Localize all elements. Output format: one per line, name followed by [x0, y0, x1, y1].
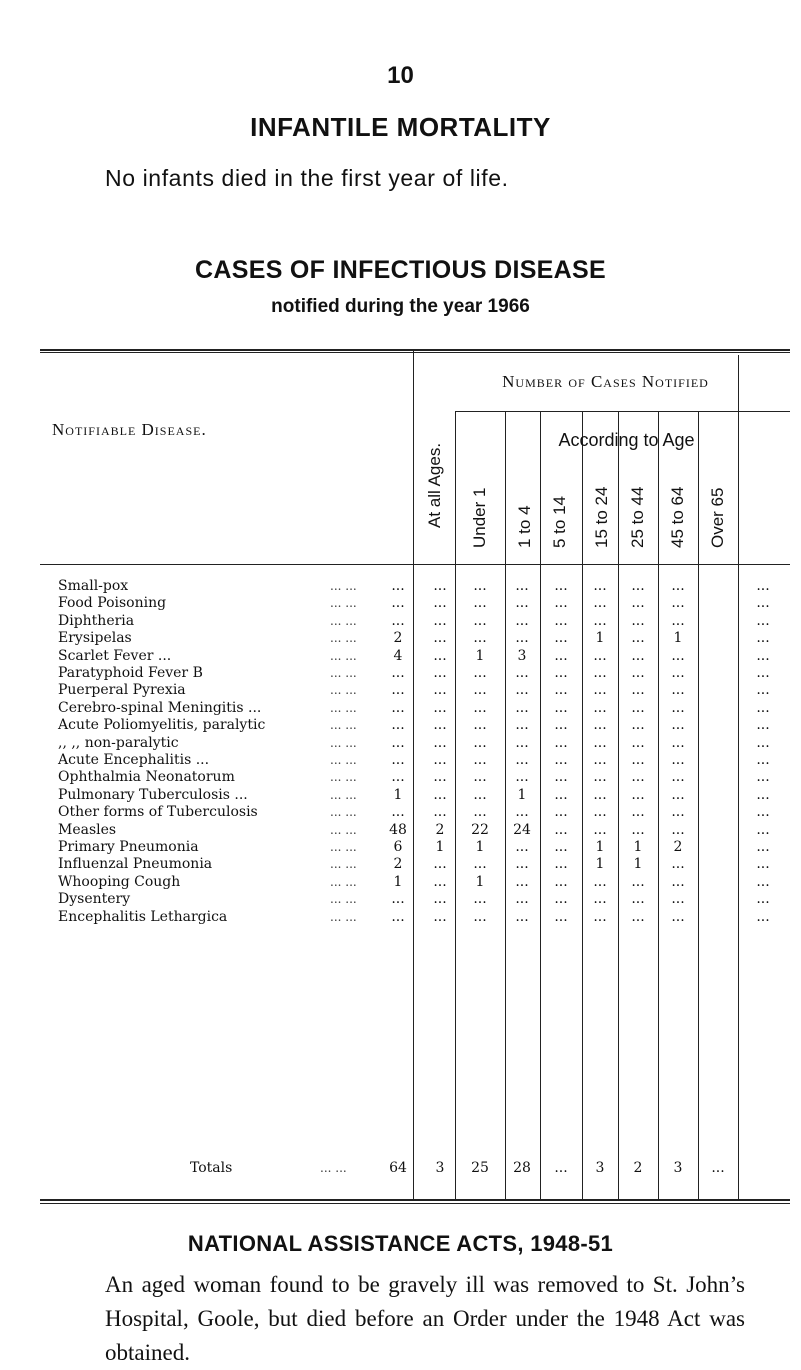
- row-label: Food Poisoning: [58, 595, 167, 612]
- table-cell: 1: [393, 873, 403, 890]
- table-cell: ...: [631, 682, 645, 699]
- trailing-dots: ...: [756, 821, 770, 838]
- table-top-rule: [40, 349, 790, 351]
- row-label: Whooping Cough: [58, 873, 181, 890]
- totals-cell: 3: [673, 1160, 683, 1176]
- table-cell: ...: [473, 734, 487, 751]
- table-cell: ...: [515, 769, 529, 786]
- trailing-dots: ...: [756, 578, 770, 594]
- col-rule: [505, 411, 506, 1201]
- table-cell: ...: [671, 856, 685, 873]
- col-rule: [738, 355, 739, 1201]
- table-cell: ...: [593, 769, 607, 786]
- table-cell: ...: [593, 891, 607, 908]
- table-cell: ...: [593, 717, 607, 734]
- table-cell: ...: [593, 682, 607, 699]
- table-cell: ...: [671, 873, 685, 890]
- table-cell: ...: [671, 891, 685, 908]
- table-cell: ...: [391, 682, 405, 699]
- col-header-age: 5 to 14: [550, 496, 569, 548]
- table-cell: ...: [433, 630, 447, 647]
- table-cell: 2: [393, 630, 403, 647]
- table-cell: ...: [515, 908, 529, 925]
- according-to-age-header: According to Age: [558, 430, 695, 450]
- table-cell: ...: [593, 786, 607, 803]
- leader-dots: ... ...: [330, 805, 357, 820]
- table-cell: 1: [595, 856, 605, 873]
- table-cell: ...: [631, 891, 645, 908]
- table-cell: ...: [631, 804, 645, 821]
- trailing-dots: ...: [756, 665, 770, 681]
- table-cell: ...: [473, 612, 487, 629]
- table-top-rule-2: [40, 352, 790, 353]
- trailing-dots: ...: [756, 717, 770, 734]
- table-cell: 1: [633, 839, 643, 855]
- table-cell: ...: [593, 578, 607, 594]
- col-rule: [413, 351, 414, 1201]
- table-cell: ...: [554, 804, 568, 821]
- leader-dots: ... ...: [330, 666, 357, 680]
- table-cell: ...: [631, 734, 645, 751]
- table-cell: ...: [433, 717, 447, 734]
- table-bottom-rule-2: [40, 1203, 790, 1204]
- table-cell: ...: [473, 804, 487, 821]
- table-cell: ...: [473, 665, 487, 681]
- table-cell: 1: [475, 647, 485, 664]
- totals-cell: ...: [711, 1160, 725, 1176]
- table-cell: ...: [554, 821, 568, 838]
- table-cell: ...: [554, 665, 568, 681]
- table-cell: ...: [433, 891, 447, 908]
- table-cell: 22: [471, 821, 489, 838]
- table-cell: ...: [391, 717, 405, 734]
- table-cell: ...: [554, 717, 568, 734]
- col-rule: [582, 411, 583, 1201]
- trailing-dots: ...: [756, 786, 770, 803]
- table-cell: ...: [593, 595, 607, 612]
- table-cell: ...: [671, 908, 685, 925]
- leader-dots: ... ...: [330, 648, 357, 663]
- table-cell: ...: [473, 908, 487, 925]
- table-cell: 2: [673, 839, 683, 855]
- header-bottom-rule: [40, 564, 790, 565]
- totals-cell: 25: [471, 1160, 489, 1176]
- table-cell: ...: [515, 891, 529, 908]
- row-label: Puerperal Pyrexia: [58, 682, 186, 699]
- table-cell: ...: [433, 578, 447, 594]
- national-assistance-text: An aged woman found to be gravely ill was removed to St. John’s Hospital, Goole, but died before an Order under the 1948 Act was obtained.: [105, 1272, 745, 1365]
- row-label: Paratyphoid Fever B: [58, 665, 203, 681]
- totals-cell: 3: [595, 1160, 605, 1176]
- table-cell: ...: [593, 612, 607, 629]
- row-label: Influenzal Pneumonia: [58, 856, 213, 873]
- table-cell: 1: [475, 873, 485, 890]
- table-cell: 24: [513, 821, 531, 838]
- table-cell: ...: [671, 734, 685, 751]
- table-cell: ...: [515, 734, 529, 751]
- col-header-age: Under 1: [470, 487, 489, 548]
- table-cell: ...: [391, 612, 405, 629]
- table-cell: ...: [515, 752, 529, 768]
- table-cell: ...: [671, 578, 685, 594]
- table-cell: ...: [473, 630, 487, 647]
- leader-dots: ... ...: [330, 822, 357, 837]
- table-cell: ...: [554, 630, 568, 647]
- table-cell: ...: [554, 734, 568, 751]
- table-cell: ...: [593, 752, 607, 768]
- table-cell: ...: [631, 908, 645, 925]
- table-cell: ...: [391, 804, 405, 821]
- table-cell: ...: [515, 804, 529, 821]
- table-cell: ...: [391, 891, 405, 908]
- table-cell: ...: [631, 630, 645, 647]
- leader-dots: ... ...: [330, 735, 357, 750]
- table-cell: ...: [473, 752, 487, 768]
- table-cell: ...: [631, 578, 645, 594]
- table-cell: ...: [515, 612, 529, 629]
- table-cell: ...: [473, 682, 487, 699]
- table-cell: ...: [631, 699, 645, 716]
- trailing-dots: ...: [756, 804, 770, 821]
- leader-dots: ... ...: [330, 700, 357, 715]
- table-cell: ...: [631, 786, 645, 803]
- infant-mortality-title: INFANTILE MORTALITY: [250, 112, 551, 142]
- table-cell: ...: [473, 786, 487, 803]
- table-bottom-rule: [40, 1199, 790, 1201]
- leader-dots: ... ...: [330, 613, 357, 628]
- row-label: Pulmonary Tuberculosis ...: [58, 786, 248, 803]
- table-cell: ...: [391, 734, 405, 751]
- table-cell: 1: [393, 786, 403, 803]
- table-cell: ...: [391, 665, 405, 681]
- row-label: Diphtheria: [58, 612, 135, 629]
- table-cell: ...: [671, 821, 685, 838]
- table-cell: 1: [595, 630, 605, 647]
- trailing-dots: ...: [756, 647, 770, 664]
- table-cell: ...: [515, 699, 529, 716]
- trailing-dots: ...: [756, 699, 770, 716]
- table-cell: ...: [554, 839, 568, 855]
- table-cell: ...: [593, 734, 607, 751]
- table-cell: ...: [671, 769, 685, 786]
- table-cell: ...: [433, 595, 447, 612]
- row-label: Acute Encephalitis ...: [58, 752, 210, 768]
- table-cell: ...: [515, 856, 529, 873]
- table-cell: ...: [473, 699, 487, 716]
- leader-dots: ... ...: [330, 683, 357, 698]
- col-header-age: Over 65: [708, 487, 727, 548]
- trailing-dots: ...: [756, 856, 770, 873]
- col-rule: [698, 411, 699, 1201]
- table-cell: ...: [473, 891, 487, 908]
- col-rule: [540, 411, 541, 1201]
- table-cell: ...: [631, 752, 645, 768]
- table-cell: ...: [391, 699, 405, 716]
- totals-cell: 64: [389, 1160, 407, 1176]
- leader-dots: ... ...: [330, 857, 357, 872]
- totals-cell: 2: [633, 1160, 643, 1176]
- col-header-all-ages: At all Ages.: [425, 442, 444, 528]
- trailing-dots: ...: [756, 839, 770, 855]
- leader-dots: ... ...: [330, 874, 357, 889]
- trailing-dots: ...: [756, 873, 770, 890]
- table-cell: 2: [393, 856, 403, 873]
- row-label: Acute Poliomyelitis, paralytic: [58, 717, 266, 734]
- row-label: Primary Pneumonia: [58, 839, 199, 855]
- trailing-dots: ...: [756, 891, 770, 908]
- table-cell: ...: [631, 717, 645, 734]
- table-cell: ...: [554, 752, 568, 768]
- table-cell: ...: [631, 769, 645, 786]
- table-cell: ...: [554, 786, 568, 803]
- table-cell: ...: [515, 682, 529, 699]
- row-label: Measles: [58, 821, 117, 838]
- table-cell: ...: [554, 908, 568, 925]
- leader-dots: ... ...: [330, 753, 357, 767]
- table-cell: ...: [593, 647, 607, 664]
- trailing-dots: ...: [756, 752, 770, 768]
- table-cell: ...: [554, 769, 568, 786]
- table-cell: ...: [515, 578, 529, 594]
- table-cell: ...: [391, 752, 405, 768]
- table-cell: ...: [473, 769, 487, 786]
- table-cell: ...: [593, 665, 607, 681]
- col-header-age: 45 to 64: [668, 486, 687, 548]
- totals-label: Totals: [190, 1160, 233, 1176]
- table-cell: 1: [595, 839, 605, 855]
- table-cell: ...: [433, 734, 447, 751]
- table-cell: ...: [391, 578, 405, 594]
- table-cell: ...: [433, 612, 447, 629]
- table-cell: 3: [517, 647, 527, 664]
- table-cell: ...: [433, 752, 447, 768]
- trailing-dots: ...: [756, 908, 770, 925]
- col-header-age: 15 to 24: [592, 486, 611, 548]
- trailing-dots: ...: [756, 630, 770, 647]
- table-cell: ...: [593, 804, 607, 821]
- table-cell: ...: [631, 595, 645, 612]
- table-cell: 2: [435, 821, 445, 838]
- totals-cell: 3: [435, 1160, 445, 1176]
- page-number: 10: [387, 62, 414, 89]
- disease-column-header: Notifiable Disease.: [52, 420, 207, 439]
- row-label: Ophthalmia Neonatorum: [58, 769, 235, 786]
- table-cell: ...: [593, 908, 607, 925]
- table-cell: ...: [473, 578, 487, 594]
- leader-dots: ... ...: [330, 840, 357, 854]
- table-cell: ...: [671, 804, 685, 821]
- cases-subtitle: notified during the year 1966: [271, 296, 530, 317]
- table-cell: 1: [475, 839, 485, 855]
- col-rule: [618, 411, 619, 1201]
- table-cell: ...: [631, 612, 645, 629]
- trailing-dots: ...: [756, 682, 770, 699]
- table-cell: ...: [433, 769, 447, 786]
- table-cell: ...: [433, 786, 447, 803]
- leader-dots: ... ...: [330, 579, 357, 593]
- table-cell: ...: [671, 647, 685, 664]
- table-cell: ...: [554, 682, 568, 699]
- table-cell: ...: [554, 699, 568, 716]
- table-cell: ...: [671, 717, 685, 734]
- table-cell: ...: [593, 821, 607, 838]
- table-cell: 4: [393, 647, 403, 664]
- number-notified-header: Number of Cases Notified: [502, 372, 709, 391]
- table-cell: ...: [554, 647, 568, 664]
- table-cell: ...: [554, 578, 568, 594]
- col-header-age: 25 to 44: [628, 486, 647, 548]
- table-cell: 1: [673, 630, 683, 647]
- cases-title: CASES OF INFECTIOUS DISEASE: [195, 256, 606, 284]
- table-cell: ...: [515, 630, 529, 647]
- table-cell: ...: [433, 856, 447, 873]
- table-cell: ...: [593, 699, 607, 716]
- table-cell: ...: [433, 804, 447, 821]
- table-cell: ...: [473, 595, 487, 612]
- leader-dots: ... ...: [320, 1161, 347, 1175]
- national-assistance-title: NATIONAL ASSISTANCE ACTS, 1948-51: [187, 1231, 614, 1256]
- row-label: Dysentery: [58, 891, 131, 908]
- row-label: ,, ,, non-paralytic: [58, 734, 179, 751]
- col-rule: [658, 411, 659, 1201]
- table-cell: ...: [515, 873, 529, 890]
- table-cell: ...: [631, 665, 645, 681]
- table-cell: ...: [433, 699, 447, 716]
- leader-dots: ... ...: [330, 787, 357, 802]
- row-label: Cerebro-spinal Meningitis ...: [58, 699, 262, 716]
- table-cell: ...: [554, 873, 568, 890]
- totals-cell: ...: [554, 1160, 568, 1176]
- trailing-dots: ...: [756, 612, 770, 629]
- table-cell: 48: [389, 821, 407, 838]
- table-cell: ...: [433, 873, 447, 890]
- row-label: Small-pox: [58, 578, 129, 594]
- table-cell: ...: [515, 717, 529, 734]
- leader-dots: ... ...: [330, 596, 357, 611]
- row-label: Scarlet Fever ...: [58, 647, 172, 664]
- row-label: Encephalitis Lethargica: [58, 908, 228, 925]
- table-cell: ...: [671, 752, 685, 768]
- table-cell: ...: [433, 908, 447, 925]
- totals-cell: 28: [513, 1160, 531, 1176]
- trailing-dots: ...: [756, 769, 770, 786]
- table-cell: ...: [515, 595, 529, 612]
- table-cell: 1: [435, 839, 445, 855]
- table-cell: ...: [391, 769, 405, 786]
- leader-dots: ... ...: [330, 770, 357, 785]
- table-cell: ...: [593, 873, 607, 890]
- table-cell: ...: [515, 665, 529, 681]
- table-cell: ...: [671, 699, 685, 716]
- leader-dots: ... ...: [330, 892, 357, 907]
- table-cell: 1: [633, 856, 643, 873]
- trailing-dots: ...: [756, 595, 770, 612]
- table-cell: ...: [433, 647, 447, 664]
- table-cell: ...: [671, 595, 685, 612]
- row-label: Other forms of Tuberculosis: [58, 804, 258, 821]
- leader-dots: ... ...: [330, 718, 357, 733]
- table-cell: ...: [671, 665, 685, 681]
- leader-dots: ... ...: [330, 631, 357, 646]
- row-label: Erysipelas: [58, 630, 132, 647]
- table-cell: ...: [554, 595, 568, 612]
- table-cell: ...: [671, 786, 685, 803]
- table-cell: ...: [433, 665, 447, 681]
- table-cell: ...: [433, 682, 447, 699]
- table-cell: 1: [517, 786, 527, 803]
- leader-dots: ... ...: [330, 909, 357, 924]
- table-cell: ...: [391, 595, 405, 612]
- table-cell: ...: [473, 717, 487, 734]
- table-cell: ...: [671, 612, 685, 629]
- table-cell: 6: [393, 839, 403, 855]
- table-cell: ...: [671, 682, 685, 699]
- table-cell: ...: [554, 612, 568, 629]
- col-rule: [455, 411, 456, 1201]
- col-header-age: 1 to 4: [515, 505, 534, 548]
- trailing-dots: ...: [756, 734, 770, 751]
- table-cell: ...: [554, 891, 568, 908]
- table-cell: ...: [554, 856, 568, 873]
- table-cell: ...: [515, 839, 529, 855]
- infant-mortality-text: No infants died in the first year of life.: [105, 165, 509, 191]
- table-cell: ...: [631, 647, 645, 664]
- table-cell: ...: [631, 821, 645, 838]
- table-cell: ...: [391, 908, 405, 925]
- table-cell: ...: [473, 856, 487, 873]
- table-cell: ...: [631, 873, 645, 890]
